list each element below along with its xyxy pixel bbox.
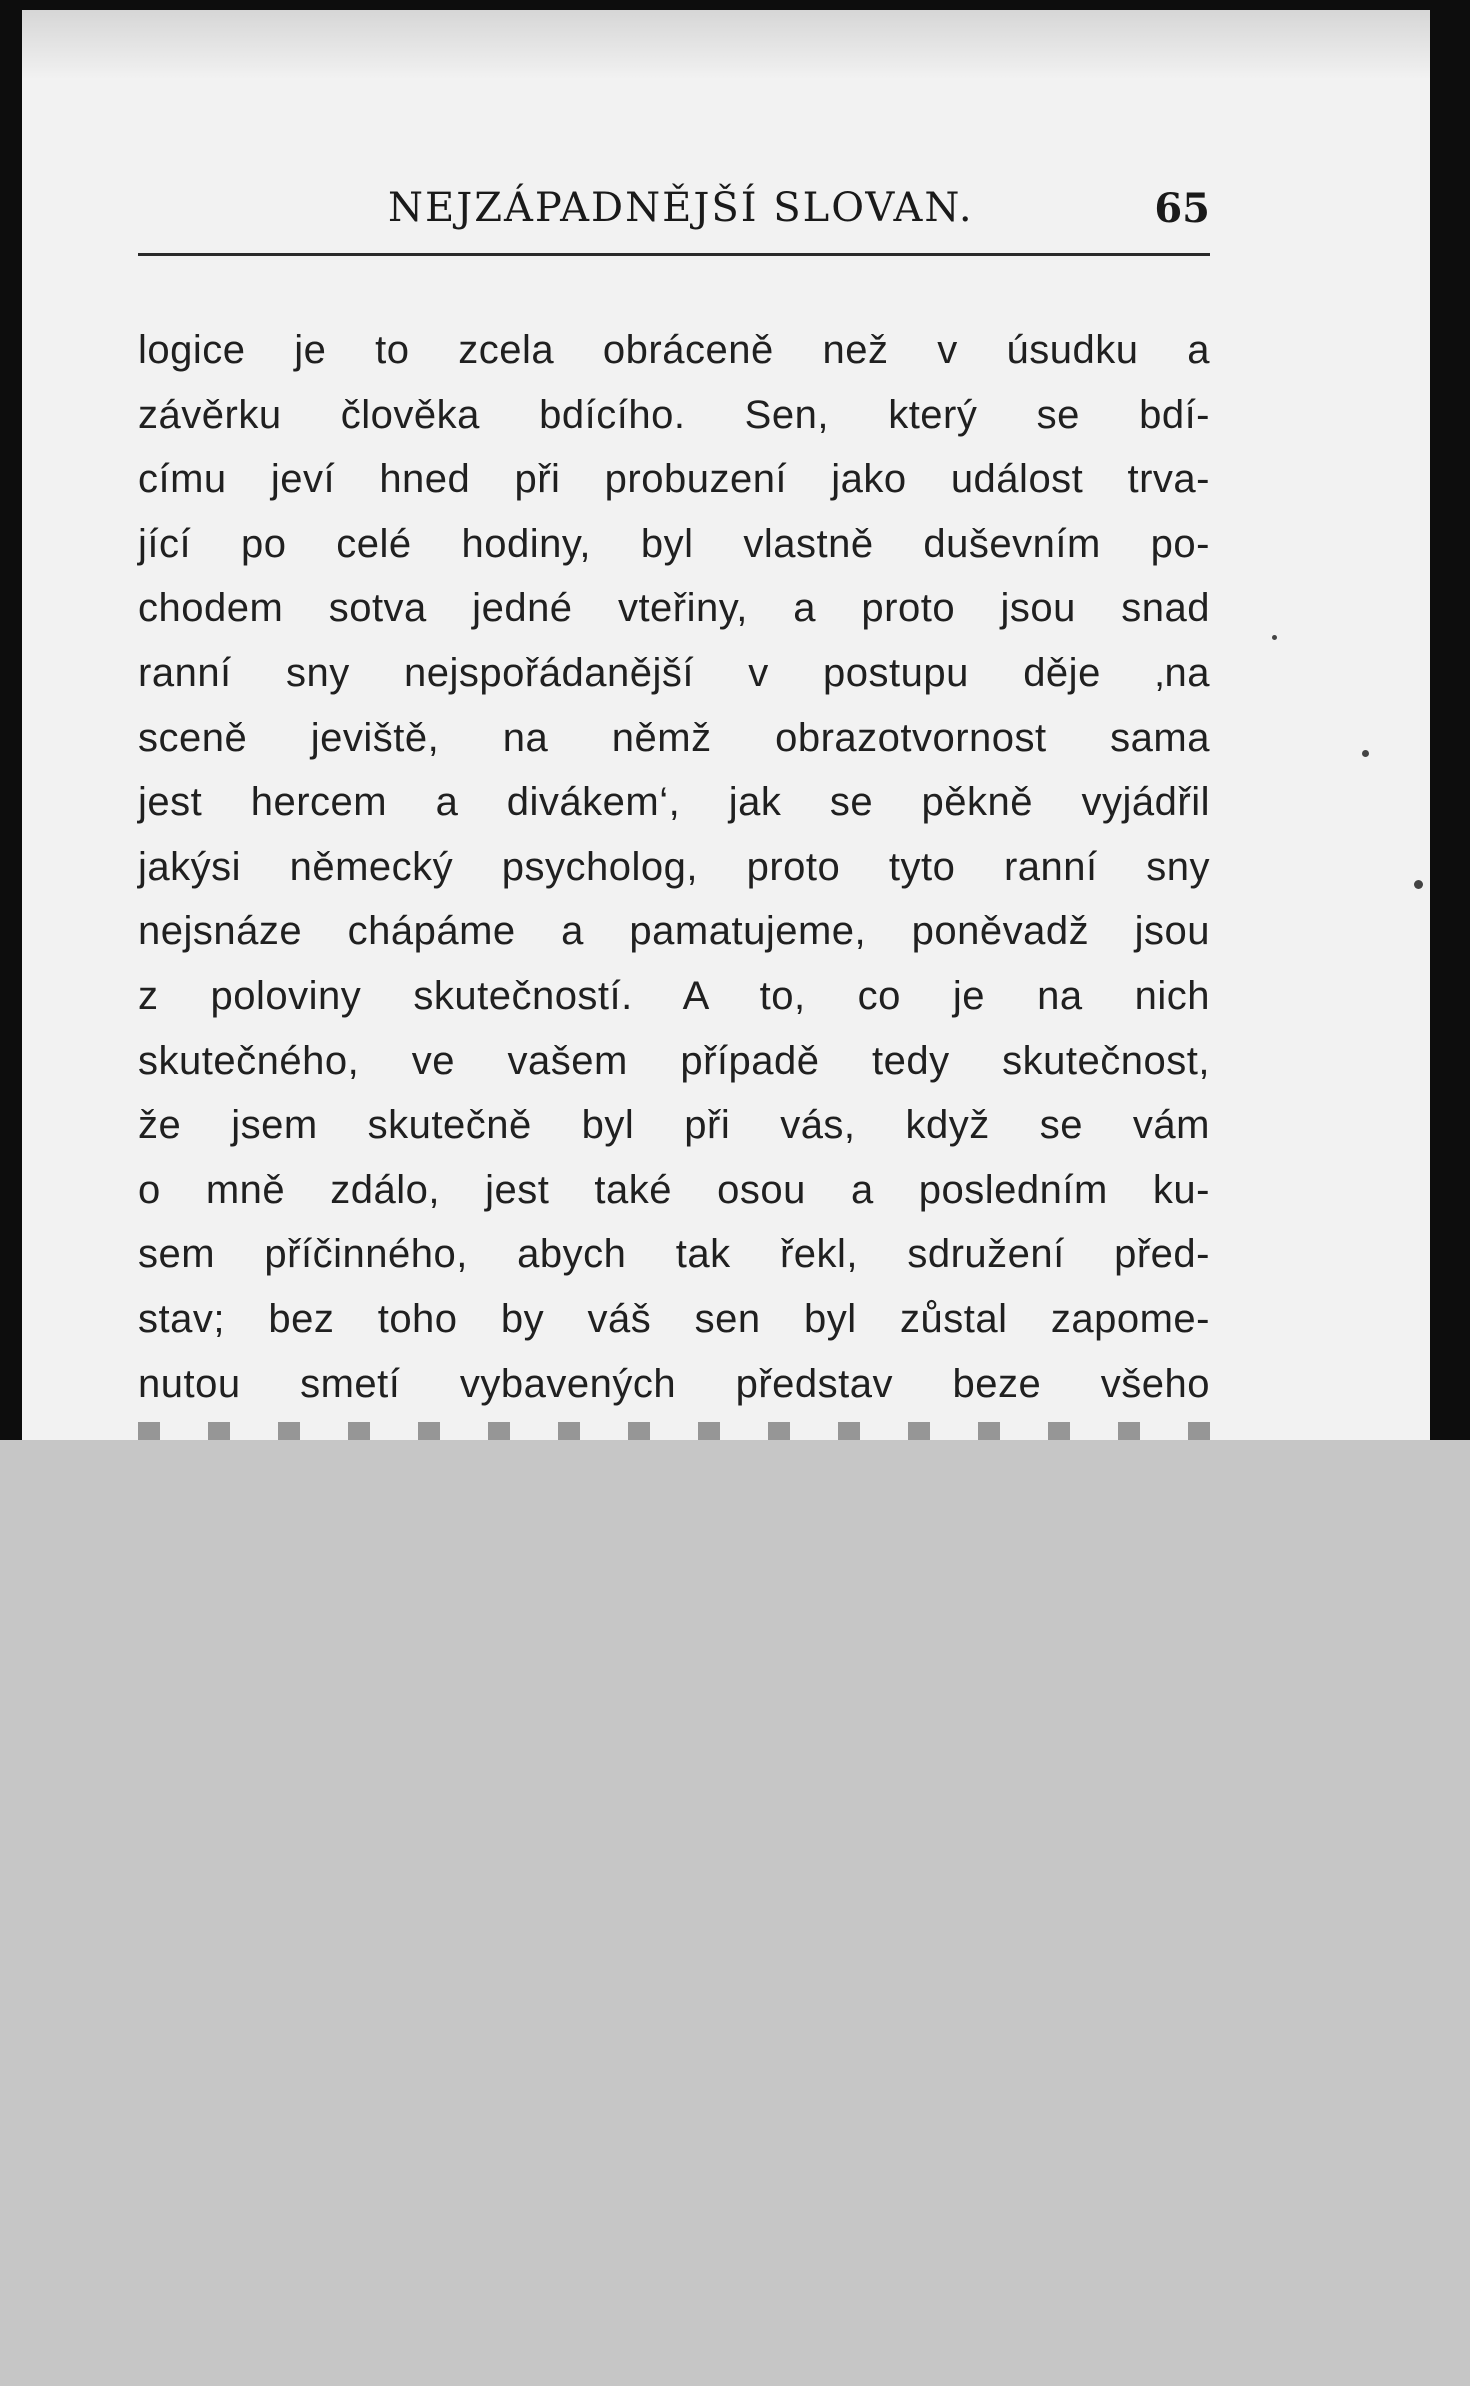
page-number: 65 [1154, 185, 1210, 232]
text-line: ranní sny nejspořádanější v postupu děje ‚na [138, 650, 1210, 695]
text-line: jící po celé hodiny, byl vlastně duševním po- [138, 521, 1210, 566]
body-text [138, 318, 1210, 1416]
text-line: jest hercem a divákem‘, jak se pěkně vyjádřil [138, 780, 1210, 825]
text-line: chodem sotva jedné vteřiny, a proto jsou snad [138, 586, 1210, 631]
text-line: stav; bez toho by váš sen byl zůstal zapome- [138, 1296, 1210, 1341]
paper-speck [1272, 635, 1277, 640]
text-line: o mně zdálo, jest také osou a posledním ku- [138, 1167, 1210, 1212]
text-line: sceně jeviště, na němž obrazotvornost sama [138, 715, 1210, 760]
text-line: sem příčinného, abych tak řekl, sdružení před- [138, 1232, 1210, 1277]
text-line: jakýsi německý psycholog, proto tyto ranní sny [138, 844, 1210, 889]
header-rule [138, 253, 1210, 256]
text-line: závěrku člověka bdícího. Sen, který se bdí- [138, 392, 1210, 437]
paper-speck [1414, 880, 1423, 889]
cut-off-text-line [138, 1422, 1210, 1440]
page-top-shading [22, 10, 1430, 80]
text-line: nejsnáze chápáme a pamatujeme, poněvadž jsou [138, 909, 1210, 954]
text-line: že jsem skutečně byl při vás, když se vám [138, 1103, 1210, 1148]
text-line: logice je to zcela obráceně než v úsudku a [138, 328, 1210, 372]
running-title: NEJZÁPADNĚJŠÍ SLOVAN. [388, 185, 974, 231]
text-line: nutou smetí vybavených představ beze všeho [138, 1361, 1210, 1406]
text-line: címu jeví hned při probuzení jako událost trva- [138, 457, 1210, 502]
paper-speck [1362, 750, 1369, 757]
text-line: skutečného, ve vašem případě tedy skutečnost, [138, 1038, 1210, 1083]
running-head [138, 185, 1210, 245]
text-line: z poloviny skutečností. A to, co je na nich [138, 973, 1210, 1018]
